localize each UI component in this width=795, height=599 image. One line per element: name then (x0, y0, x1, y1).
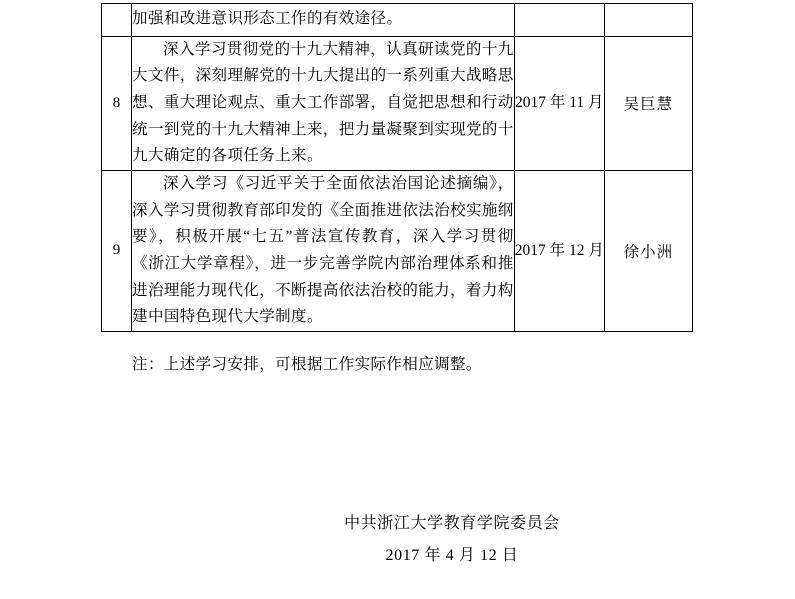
table-row (102, 170, 693, 331)
row-date-cell: 2017 年 11 月 (514, 36, 604, 170)
row-content-text: 深入学习贯彻党的十九大精神，认真研读党的十九大文件，深刻理解党的十九大提出的一系列重大战略思想、重大理论观点、重大工作部署，自觉把思想和行动统一到党的十九大精神上来，把力量凝聚到实现党的十九大确定的各项任务上来。 (132, 40, 514, 165)
row-number-cell: 9 (102, 170, 132, 331)
signature-block (101, 508, 693, 572)
table-note: 注：上述学习安排，可根据工作实际作相应调整。 (132, 356, 482, 373)
row-person-cell (604, 4, 692, 37)
row-number-cell (102, 4, 132, 37)
row-date-cell (514, 4, 604, 37)
signature-date: 2017 年 4 月 12 日 (385, 547, 519, 564)
table-row (102, 4, 693, 37)
row-person-cell: 徐小洲 (604, 170, 692, 331)
row-content-cell: 加强和改进意识形态工作的有效途径。 (132, 4, 515, 37)
row-content-text: 深入学习《习近平关于全面依法治国论述摘编》，深入学习贯彻教育部印发的《全面推进依法治校实施纲要》，积极开展“七五”普法宣传教育，深入学习贯彻《浙江大学章程》，进一步完善学院内部治理体系和推进治理能力现代化，不断提高依法治校的能力，着力构建中国特色现代大学制度。 (132, 174, 514, 326)
row-number-cell: 8 (102, 36, 132, 170)
row-date-cell: 2017 年 12 月 (514, 170, 604, 331)
row-content-cell (132, 170, 515, 331)
study-schedule-table (101, 3, 693, 332)
row-person-cell: 吴巨慧 (604, 36, 692, 170)
row-content-cell (132, 36, 515, 170)
signature-organization: 中共浙江大学教育学院委员会 (344, 515, 560, 532)
table-row (102, 36, 693, 170)
